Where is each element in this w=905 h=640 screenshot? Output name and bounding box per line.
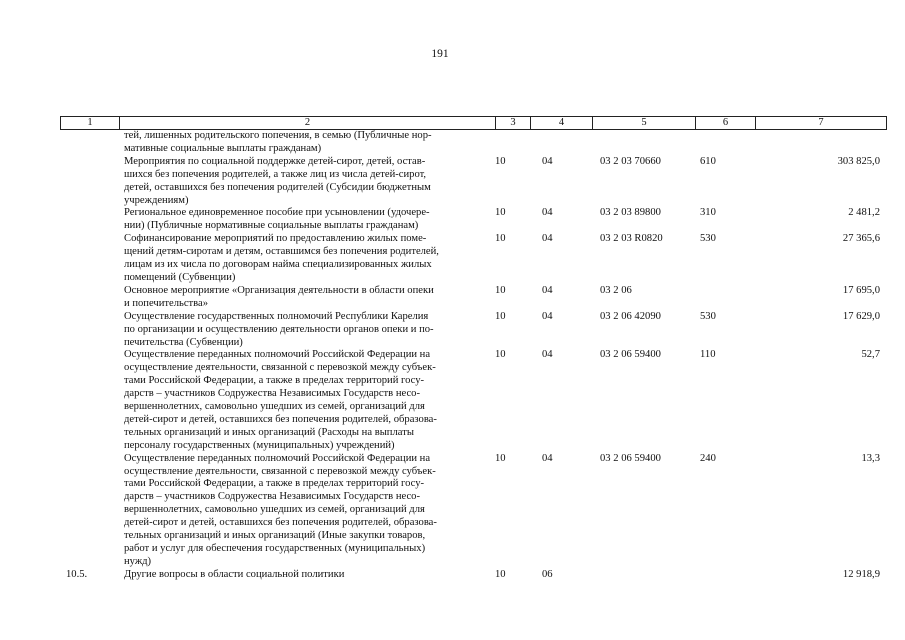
header-col-3: 3 bbox=[496, 117, 531, 129]
description-line: осуществление деятельности, связанной с перевозкой между субъек- bbox=[124, 362, 436, 374]
row-amount: 17 695,0 bbox=[842, 284, 880, 296]
description-line: тельных организаций и иных организаций (Расходы на выплаты bbox=[124, 426, 414, 438]
row-subsection-code: 04 bbox=[542, 452, 553, 464]
table-row bbox=[60, 207, 885, 233]
description-line: шихся без попечения родителей, а также лиц из числа детей-сирот, bbox=[124, 168, 427, 180]
row-description bbox=[119, 453, 495, 569]
page-number: 191 bbox=[431, 48, 449, 60]
description-line: Другие вопросы в области социальной политики bbox=[124, 568, 345, 580]
header-col-1: 1 bbox=[61, 117, 120, 129]
description-line: и попечительства» bbox=[124, 297, 209, 309]
row-section-code: 10 bbox=[495, 233, 506, 245]
row-subsection-code: 04 bbox=[542, 233, 553, 245]
description-line: помещений (Субвенции) bbox=[124, 271, 236, 283]
row-expense-type-code: 310 bbox=[700, 207, 716, 219]
table-row bbox=[60, 285, 885, 311]
table-row bbox=[60, 349, 885, 452]
row-description bbox=[119, 156, 495, 208]
row-section-code: 10 bbox=[495, 310, 506, 322]
description-line: детей, оставшихся без попечения родителей (Субсидии бюджетным bbox=[124, 181, 431, 193]
row-section-code: 10 bbox=[495, 155, 506, 167]
header-col-7: 7 bbox=[818, 117, 824, 128]
description-line: нужд) bbox=[124, 555, 152, 567]
row-target-article-code: 03 2 03 89800 bbox=[600, 207, 661, 219]
description-line: нии) (Публичные нормативные социальные выплаты гражданам) bbox=[124, 220, 419, 232]
table-row bbox=[60, 233, 885, 285]
row-section-code: 10 bbox=[495, 349, 506, 361]
description-line: щений детям-сиротам и детям, оставшимся без попечения родителей, bbox=[124, 246, 439, 258]
row-description bbox=[119, 569, 495, 582]
header-col-4: 4 bbox=[531, 117, 593, 129]
description-line: Мероприятия по социальной поддержке детей-сирот, детей, остав- bbox=[124, 155, 426, 167]
row-section-code: 10 bbox=[495, 452, 506, 464]
description-line: учреждениям) bbox=[124, 194, 189, 206]
description-line: мативные социальные выплаты гражданам) bbox=[124, 142, 322, 154]
row-subsection-code: 04 bbox=[542, 155, 553, 167]
row-description bbox=[119, 285, 495, 311]
row-expense-type-code: 530 bbox=[700, 233, 716, 245]
row-amount: 52,7 bbox=[861, 349, 880, 361]
description-line: Софинансирование мероприятий по предоставлению жилых поме- bbox=[124, 233, 427, 245]
description-line: работ и услуг для обеспечения государственных (муниципальных) bbox=[124, 543, 426, 554]
description-line: осуществление деятельности, связанной с перевозкой между субъек- bbox=[124, 465, 436, 477]
description-line: вершеннолетних, самовольно ушедших из семей, организаций для bbox=[124, 401, 425, 413]
header-col-6: 6 bbox=[696, 117, 756, 129]
row-amount bbox=[755, 130, 880, 156]
row-target-article-code: 03 2 06 59400 bbox=[600, 349, 661, 361]
description-line: дарств – участников Содружества Независимых Государств несо- bbox=[124, 388, 420, 400]
row-amount: 13,3 bbox=[861, 452, 880, 464]
row-target-article-code: 03 2 06 59400 bbox=[600, 452, 661, 464]
description-line: детей-сирот и детей, оставшихся без попечения родителей, образова- bbox=[124, 413, 437, 425]
row-section-code: 10 bbox=[495, 284, 506, 296]
row-section-code bbox=[495, 130, 530, 156]
description-line: тами Российской Федерации, а также в пределах территорий госу- bbox=[124, 375, 425, 387]
description-line: Основное мероприятие «Организация деятельности в области опеки bbox=[124, 284, 434, 296]
description-line: Осуществление государственных полномочий Республики Карелия bbox=[124, 310, 429, 322]
description-line: вершеннолетних, самовольно ушедших из семей, организаций для bbox=[124, 504, 425, 516]
row-amount: 303 825,0 bbox=[837, 155, 880, 167]
row-number bbox=[60, 207, 119, 233]
description-line: по организации и осуществлению деятельности органов опеки и по- bbox=[124, 323, 434, 335]
description-line: Осуществление переданных полномочий Российской Федерации на bbox=[124, 452, 431, 464]
row-expense-type-code: 240 bbox=[700, 452, 716, 464]
row-amount: 12 918,9 bbox=[842, 568, 880, 580]
row-section-code: 10 bbox=[495, 568, 506, 580]
description-line: Осуществление переданных полномочий Российской Федерации на bbox=[124, 349, 431, 361]
table-row bbox=[60, 156, 885, 208]
row-expense-type-code bbox=[695, 130, 755, 156]
row-amount: 2 481,2 bbox=[848, 207, 880, 219]
row-description bbox=[119, 311, 495, 350]
row-number bbox=[60, 233, 119, 285]
row-expense-type-code: 110 bbox=[700, 349, 716, 361]
row-number bbox=[60, 349, 119, 452]
header-col-5: 5 bbox=[593, 117, 696, 129]
description-line: тельных организаций и иных организаций (Иные закупки товаров, bbox=[124, 530, 426, 542]
row-expense-type-code: 610 bbox=[700, 155, 716, 167]
description-line: детей-сирот и детей, оставшихся без попечения родителей, образова- bbox=[124, 517, 437, 529]
row-subsection-code: 04 bbox=[542, 310, 553, 322]
row-number: 10.5. bbox=[66, 568, 88, 580]
row-section-code: 10 bbox=[495, 207, 506, 219]
description-line: дарств – участников Содружества Независимых Государств несо- bbox=[124, 491, 420, 503]
row-amount: 17 629,0 bbox=[842, 310, 880, 322]
row-subsection-code: 04 bbox=[542, 284, 553, 296]
row-target-article-code: 03 2 03 R0820 bbox=[600, 233, 663, 245]
description-line: печительства (Субвенции) bbox=[124, 336, 243, 348]
row-description bbox=[119, 233, 495, 285]
table-header-row bbox=[60, 116, 887, 130]
row-subsection-code: 06 bbox=[542, 568, 553, 580]
description-line: тами Российской Федерации, а также в пределах территорий госу- bbox=[124, 478, 425, 490]
row-amount: 27 365,6 bbox=[842, 233, 880, 245]
row-target-article-code bbox=[592, 130, 695, 156]
row-expense-type-code bbox=[695, 285, 755, 311]
table-row bbox=[60, 130, 885, 156]
row-expense-type-code bbox=[695, 569, 755, 582]
row-number bbox=[60, 453, 119, 569]
row-expense-type-code: 530 bbox=[700, 310, 716, 322]
row-number bbox=[60, 285, 119, 311]
table-body bbox=[60, 130, 885, 582]
description-line: тей, лишенных родительского попечения, в семью (Публичные нор- bbox=[124, 130, 432, 141]
row-subsection-code: 04 bbox=[542, 207, 553, 219]
row-description bbox=[119, 207, 495, 233]
row-number bbox=[60, 156, 119, 208]
row-target-article-code bbox=[592, 569, 695, 582]
row-target-article-code: 03 2 06 42090 bbox=[600, 310, 661, 322]
row-target-article-code: 03 2 03 70660 bbox=[600, 155, 661, 167]
table-row bbox=[60, 311, 885, 350]
table-row bbox=[60, 453, 885, 569]
description-line: персоналу государственных (муниципальных) учреждений) bbox=[124, 439, 395, 451]
row-subsection-code: 04 bbox=[542, 349, 553, 361]
table-row bbox=[60, 569, 885, 582]
row-description bbox=[119, 349, 495, 452]
row-target-article-code: 03 2 06 bbox=[600, 284, 632, 296]
row-subsection-code bbox=[530, 130, 592, 156]
row-number bbox=[60, 130, 119, 156]
row-number bbox=[60, 311, 119, 350]
description-line: Региональное единовременное пособие при усыновлении (удочере- bbox=[124, 207, 430, 219]
header-col-2: 2 bbox=[120, 117, 496, 129]
row-description bbox=[119, 130, 495, 156]
description-line: лицам из их числа по договорам найма специализированных жилых bbox=[124, 259, 432, 271]
